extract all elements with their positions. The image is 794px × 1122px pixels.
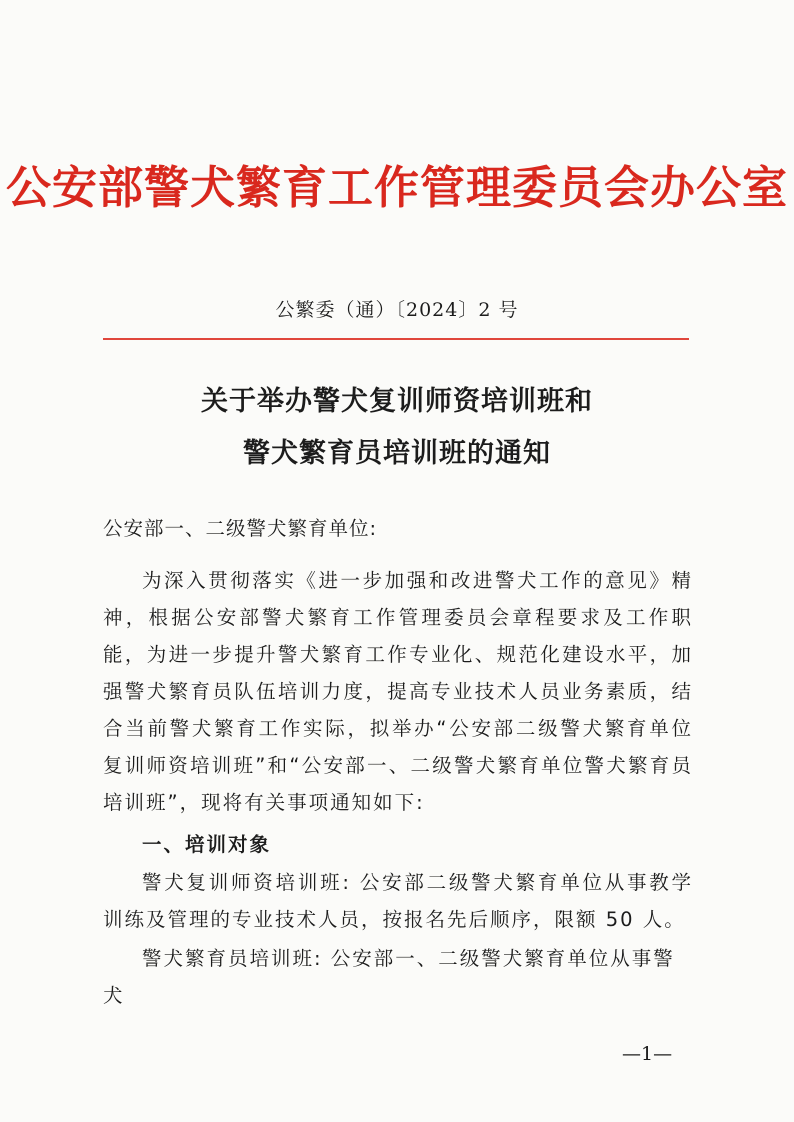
section-heading-training-targets: 一、培训对象 xyxy=(142,833,272,856)
organization-header: 公安部警犬繁育工作管理委员会办公室 xyxy=(5,161,788,214)
paragraph-breeder-class: 警犬繁育员培训班: 公安部一、二级警犬繁育单位从事警犬 xyxy=(103,947,675,1007)
document-number: 公繁委（通）〔2024〕2 号 xyxy=(275,299,519,321)
salutation: 公安部一、二级警犬繁育单位: xyxy=(103,517,378,540)
paragraph-intro: 为深入贯彻落实《进一步加强和改进警犬工作的意见》精神，根据公安部警犬繁育工作管理委员会章程要求及工作职能，为进一步提升警犬繁育工作专业化、规范化建设水平，加强警犬繁育员队伍培训力度，提高专业技术人员业务素质，结合当前警犬繁育工作实际，拟举办“公安部二级警犬繁育单位复训师资培训班”和“公安部一、二级警犬繁育单位警犬繁育员培训班”，现将有关事项通知如下: xyxy=(103,569,693,814)
document-title-line-2: 警犬繁育员培训班的通知 xyxy=(243,438,551,469)
page-number: —1— xyxy=(622,1043,673,1065)
document-title-line-1: 关于举办警犬复训师资培训班和 xyxy=(201,386,593,417)
red-separator-line xyxy=(103,338,689,340)
paragraph-trainer-class: 警犬复训师资培训班: 公安部二级警犬繁育单位从事教学训练及管理的专业技术人员，按报名先后顺序，限额 50 人。 xyxy=(103,871,693,931)
